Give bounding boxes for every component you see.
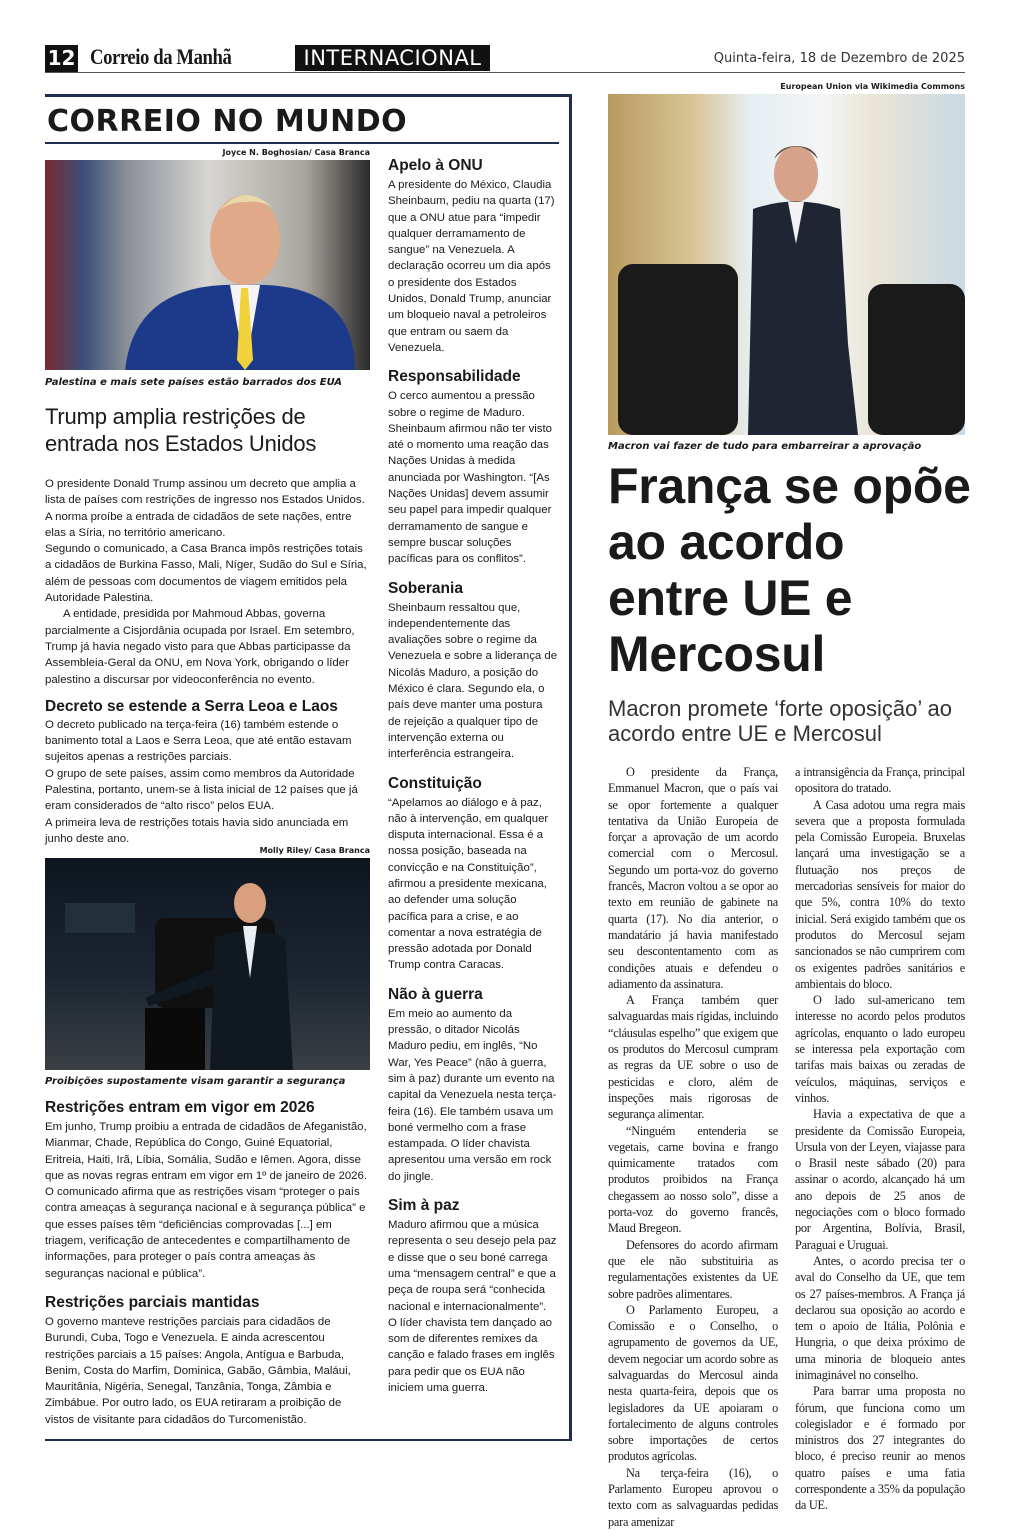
paragraph: O presidente da França, Emmanuel Macron, que o país vai se opor fortemente a qualquer tentativa da União Europeia de forçar a aprovação de um acordo comercial com o Mercosul. Segundo um porta-voz do governo francês, Macron voltou a se opor ao texto em reunião de gabinete na quarta (17). No dia anterior, o mandatário já havia manifestado seu descontentamento com as condições atuais e defendeu o adiamento da assinatura. <box>608 765 778 991</box>
trump-photo-illustration <box>45 160 370 370</box>
photo-credit: Molly Riley/ Casa Branca <box>259 846 370 855</box>
subheadline: Macron promete ‘forte oposição’ ao acordo entre UE e Mercosul <box>608 696 953 746</box>
header-divider <box>45 72 965 73</box>
paragraph: A primeira leva de restrições totais havia sido anunciada em junho deste ano. <box>45 816 349 845</box>
brief <box>388 1197 558 1396</box>
paragraph: O grupo de sete países, assim como membros da Autoridade Palestina, portanto, unem-se à lista inicial de 12 países que já eram considerados de “alto risco” pelos EUA. <box>45 767 358 813</box>
brief-title: Apelo à ONU <box>388 157 483 174</box>
brief-title: Soberania <box>388 579 463 597</box>
photo-caption: Macron vai fazer de tudo para embarreirar a aprovação <box>608 441 922 452</box>
article-body <box>45 476 367 847</box>
paragraph: Para barrar uma proposta no fórum, que funciona como um colegislador e é formado por ministros dos 27 integrantes do bloco, é preciso reunir ao menos quatro países e uma fatia correspondente a 35% da população da UE. <box>795 1384 965 1513</box>
paragraph: “Ninguém entenderia se vegetais, carne bovina e frango quimicamente tratados com produtos proibidos na França chegassem ao nosso solo”, disse a porta-voz do governo francês, Maud Bregeon. <box>608 1123 778 1236</box>
article-column-1 <box>608 764 778 1530</box>
paragraph: a intransigência da França, principal opositora do tratado. <box>795 765 965 796</box>
paragraph: A entidade, presidida por Mahmoud Abbas, governa parcialmente a Cisjordânia ocupada por Israel. Em setembro, Trump já havia negado visto para que Abbas participasse da Assembleia-Geral da ONU, em Nova York, obrigando o líder palestino a discursar por videoconferência no evento. <box>45 608 355 686</box>
paragraph: Defensores do acordo afirmam que ele não substituiria as regulamentações existentes da UE sobre padrões alimentares. <box>608 1237 778 1301</box>
paragraph: Segundo o comunicado, a Casa Branca impôs restrições totais a cidadãos de Burkina Fasso, Mali, Níger, Sudão do Sul e Síria, além de pessoas com documentos de viagem emitidos pela Autoridade Palestina. <box>45 543 367 605</box>
brief-title: Não à guerra <box>388 985 483 1003</box>
article-body-continued <box>45 1099 367 1428</box>
photo-caption: Proibições supostamente visam garantir a segurança <box>45 1076 346 1087</box>
headline: França se opõe ao acordo entre UE e Mercosul <box>608 458 971 682</box>
trump-night-photo-illustration <box>45 858 370 1070</box>
photo-caption: Palestina e mais sete países estão barrados dos EUA <box>45 377 343 388</box>
paragraph: Antes, o acordo precisa ter o aval do Conselho da UE, que tem os 27 países-membros. A França já declarou sua oposição ao acordo e tem o apoio de Itália, Polônia e Hungria, o que deixa próximo de uma minoria de bloqueio antes inimaginável no conselho. <box>795 1253 965 1382</box>
brief-title: Sim à paz <box>388 1197 460 1215</box>
page-number: 12 <box>45 45 78 72</box>
section-title-rule <box>45 142 559 144</box>
paragraph: A Casa adotou uma regra mais severa que a proposta formulada pela Comissão Europeia. Bruxelas lançará uma investigação se a flutuação nos preços de mercadorias sensíveis for maior do que 5%, contra 10% do texto inicial. Será exigido também que os produtos do Mercosul sejam sancionados se não cumprirem com os exigentes padrões sanitários e ambientais do bloco. <box>795 797 965 991</box>
brief <box>388 986 558 1185</box>
subheading: Restrições entram em vigor em 2026 <box>45 1099 315 1116</box>
section-title: CORREIO NO MUNDO <box>47 104 408 139</box>
trump-photo <box>45 160 370 370</box>
brief-text: Sheinbaum ressaltou que, independentemente das avaliações sobre o regime da Venezuela e sobre a liderança de Nicolás Maduro, a posição do México é clara. Segundo ela, o país deve manter uma postura de rejeição a qualquer tipo de intervenção externa ou interferência estrangeira. <box>388 601 558 761</box>
paragraph: Em junho, Trump proibiu a entrada de cidadãos de Afeganistão, Mianmar, Chade, República do Congo, Guiné Equatorial, Eritreia, Haiti, Irã, Líbia, Somália, Sudão e Iêmen. Agora, disse que as novas regras entram em vigor em 1º de janeiro de 2026. O comunicado afirma que as restrições visam “proteger o país contra ameaças à segurança nacional e à segurança pública” e que esses países têm “deficiências comprovadas [...] em triagem, verificação de antecedentes e compartilhamento de informações, para proteger o país contra ameaças às seguranças nacional e pública”. <box>45 1121 368 1280</box>
article-title: Trump amplia restrições de entrada nos Estados Unidos <box>45 404 317 456</box>
brief-title: Responsabilidade <box>388 368 521 386</box>
photo-credit: European Union via Wikimedia Commons <box>780 82 965 91</box>
subheading: Decreto se estende a Serra Leoa e Laos <box>45 697 338 715</box>
subheading: Restrições parciais mantidas <box>45 1293 260 1311</box>
macron-photo <box>608 94 965 435</box>
brief <box>388 580 558 763</box>
issue-date: Quinta-feira, 18 de Dezembro de 2025 <box>713 51 965 66</box>
macron-photo-illustration <box>608 94 965 435</box>
newspaper-logo: Correio da Manhã <box>90 44 232 69</box>
section-label: INTERNACIONAL <box>295 45 490 71</box>
photo-credit: Joyce N. Boghosian/ Casa Branca <box>222 148 370 157</box>
brief-text: “Apelamos ao diálogo e à paz, não à intervenção, em qualquer disputa internacional. Essa é a nossa posição, baseada na convicção e na Constituição”, afirmou a presidente mexicana, ao defender uma solução pacífica para a crise, e ao comentar a nova estratégia de pressão adotada por Donald Trump contra Caracas. <box>388 796 549 972</box>
paragraph: O presidente Donald Trump assinou um decreto que amplia a lista de países com restrições de ingresso nos Estados Unidos. A norma proíbe a entrada de cidadãos de sete nações, entre elas a Síria, no território americano. <box>45 478 365 539</box>
paragraph: Havia a expectativa de que a presidente da Comissão Europeia, Ursula von der Leyen, viajasse para o Brasil neste sábado (20) para assinar o acordo, alcançado há um ano depois de 25 anos de negociações com o bloco formado por Argentina, Bolívia, Brasil, Paraguai e Uruguai. <box>795 1107 965 1252</box>
brief <box>388 368 558 567</box>
brief <box>388 157 558 356</box>
brief <box>388 775 558 974</box>
paragraph: O governo manteve restrições parciais para cidadãos de Burundi, Cuba, Togo e Venezuela. E ainda acrescentou restrições parciais a 15 países: Angola, Antígua e Barbuda, Benim, Costa do Marfim, Dominica, Gabão, Gâmbia, Maláui, Mauritânia, Nigéria, Senegal, Tanzânia, Tonga, Zâmbia e Zimbábue. Por outro lado, os EUA retiraram a proibição de vistos de visitante para cidadãos do Turcomenistão. <box>45 1315 351 1426</box>
article-column-2 <box>795 764 965 1514</box>
brief-text: Maduro afirmou que a música representa o seu desejo pela paz e disse que o seu boné carrega uma “mensagem central” e que a peça de roupa será “conhecida nacional e internacionalmente”. O líder chavista tem dançado ao som de diferentes remixes da canção e falado frases em inglês para pedir que os EUA não iniciem uma guerra. <box>388 1219 557 1394</box>
paragraph: Na terça-feira (16), o Parlamento Europeu aprovou o texto com as salvaguardas pedidas para amenizar <box>608 1465 778 1529</box>
paragraph: A França também quer salvaguardas mais rígidas, incluindo “cláusulas espelho” que exigem que os produtos do Mercosul cumpram as regras da UE sobre o uso de pesticidas e cloro, além de inspeções mais rigorosas de segurança alimentar. <box>608 993 778 1122</box>
brief-title: Constituição <box>388 774 482 792</box>
brief-text: Em meio ao aumento da pressão, o ditador Nicolás Maduro pediu, em inglês, “No War, Yes Peace” (não à guerra, sim à paz) durante um evento na capital da Venezuela nesta terça-feira (16). Ele também usava um boné vermelho com a frase estampada. O líder chavista apresentou uma versão em rock do jingle. <box>388 1007 557 1183</box>
brief-text: A presidente do México, Claudia Sheinbaum, pediu na quarta (17) que a ONU atue para “impedir qualquer derramamento de sangue” na Venezuela. A declaração ocorreu um dia após o presidente dos Estados Unidos, Donald Trump, anunciar um bloqueio naval a petroleiros que entram ou saem da Venezuela. <box>388 179 555 354</box>
brief-text: O cerco aumentou a pressão sobre o regime de Maduro. Sheinbaum afirmou não ter visto até o momento uma reação das Nações Unidas à medida anunciada por Washington. “[As Nações Unidas] devem assumir seu papel para impedir qualquer derramamento de sangue e sempre buscar soluções pacíficas para os conflitos”. <box>388 390 552 566</box>
paragraph: O Parlamento Europeu, a Comissão e o Conselho, o agrupamento de governos da UE, devem negociar um acordo sobre as salvaguardas do Mercosul ainda nesta quarta-feira, depois que os legisladores da UE apoiaram o fortalecimento de alguns controles sobre importações de certos produtos agrícolas. <box>608 1302 778 1464</box>
paragraph: O lado sul-americano tem interesse no acordo pelos produtos agrícolas, enquanto o lado europeu se interessa pela exportação com tarifas mais baixas ou zeradas de veículos, máquinas, serviços e vinhos. <box>795 993 965 1105</box>
briefs-column <box>388 157 558 1408</box>
trump-night-photo <box>45 858 370 1070</box>
paragraph: O decreto publicado na terça-feira (16) também estende o banimento total a Laos e Serra Leoa, que até então estavam sujeitos apenas a restrições parciais. <box>45 718 352 764</box>
